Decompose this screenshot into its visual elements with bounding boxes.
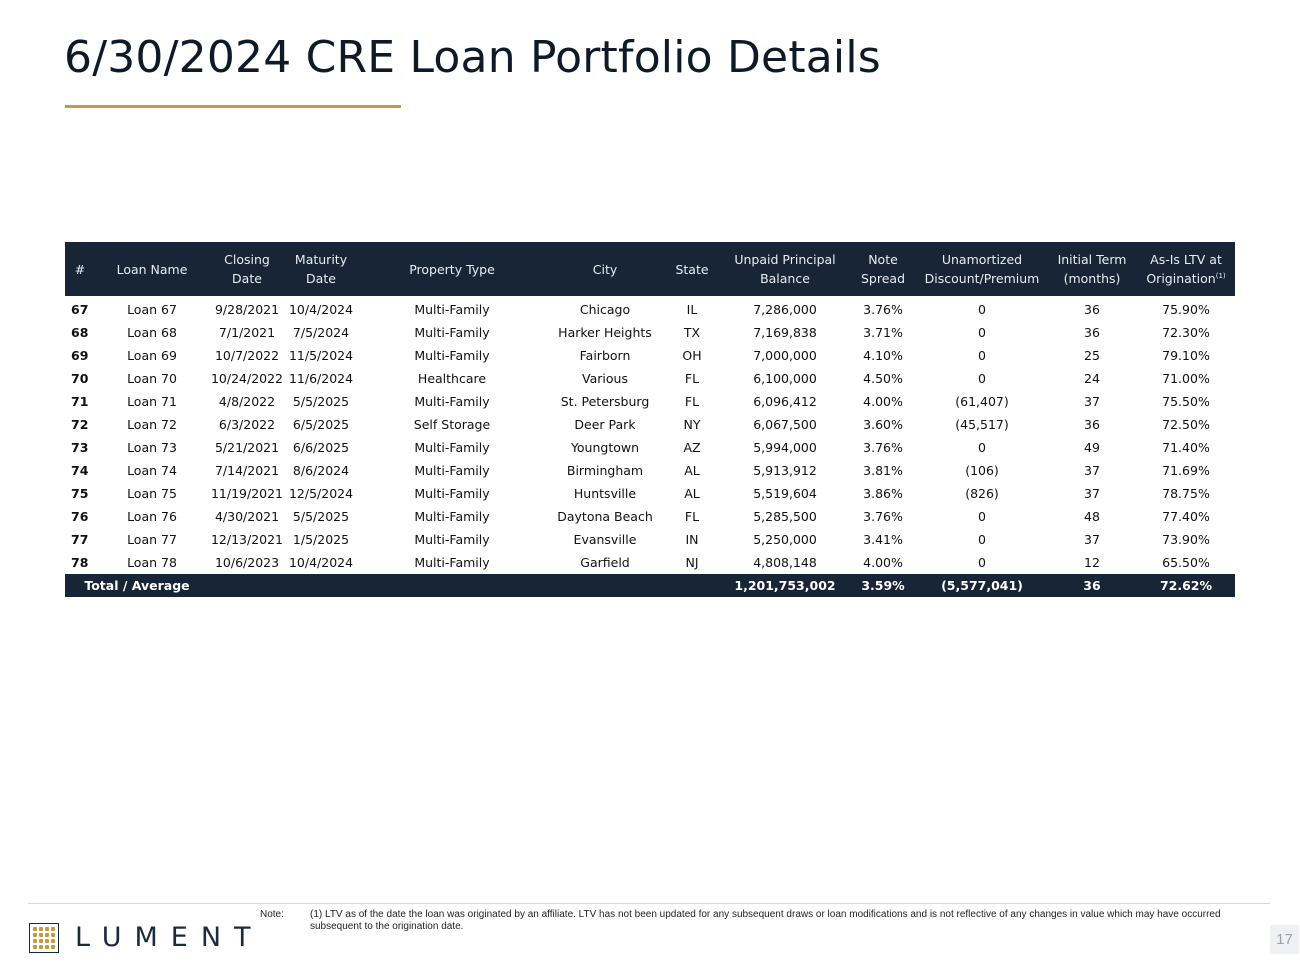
- initial-term-cell: 48: [1084, 509, 1100, 524]
- maturity-date-cell: 10/4/2024: [288, 555, 354, 570]
- row-number-cell: 72: [71, 417, 89, 432]
- city-cell: Birmingham: [566, 463, 644, 478]
- table-row: [65, 528, 1235, 551]
- unpaid-principal-balance-cell: 7,169,838: [753, 325, 817, 340]
- title-underline: [65, 105, 401, 108]
- unpaid-principal-balance-cell: 5,250,000: [753, 532, 817, 547]
- loan-name-cell: Loan 71: [127, 394, 177, 409]
- lument-logo-text: LUMENT: [75, 922, 264, 953]
- note-label: Note:: [260, 909, 284, 920]
- closing-date-cell: 12/13/2021: [210, 532, 284, 547]
- city-cell: St. Petersburg: [560, 394, 650, 409]
- maturity-date-cell: 7/5/2024: [292, 325, 350, 340]
- state-cell: TX: [683, 325, 701, 340]
- ltv-cell: 65.50%: [1162, 555, 1210, 570]
- table-row: [65, 505, 1235, 528]
- note-spread-cell: 3.86%: [863, 486, 903, 501]
- header-state: State: [663, 242, 721, 296]
- note-spread-cell: 3.76%: [863, 440, 903, 455]
- state-cell: NY: [683, 417, 701, 432]
- closing-date-cell: 5/21/2021: [214, 440, 280, 455]
- property-type-cell: Multi-Family: [414, 325, 490, 340]
- total-ltv: 72.62%: [1137, 574, 1235, 597]
- page-number: 17: [1270, 925, 1299, 954]
- page-title: 6/30/2024 CRE Loan Portfolio Details: [64, 32, 881, 83]
- row-number-cell: 67: [71, 302, 89, 317]
- loan-name-cell: Loan 70: [127, 371, 177, 386]
- ltv-footnote-marker: (1): [1215, 271, 1226, 280]
- closing-date-cell: 9/28/2021: [214, 302, 280, 317]
- closing-date-cell: 6/3/2022: [218, 417, 276, 432]
- table-row: [65, 413, 1235, 436]
- property-type-cell: Multi-Family: [414, 509, 490, 524]
- initial-term-cell: 49: [1084, 440, 1100, 455]
- city-cell: Harker Heights: [558, 325, 652, 340]
- header-closing-date: Closing Date: [209, 242, 285, 296]
- state-cell: FL: [684, 509, 700, 524]
- state-cell: AL: [684, 486, 700, 501]
- initial-term-cell: 37: [1084, 394, 1100, 409]
- property-type-cell: Multi-Family: [414, 463, 490, 478]
- ltv-cell: 77.40%: [1162, 509, 1210, 524]
- property-type-cell: Multi-Family: [414, 348, 490, 363]
- row-number-cell: 69: [71, 348, 89, 363]
- unamortized-discount-cell: 0: [978, 348, 986, 363]
- initial-term-cell: 37: [1084, 532, 1100, 547]
- state-cell: FL: [684, 371, 700, 386]
- unamortized-discount-cell: 0: [978, 509, 986, 524]
- state-cell: OH: [682, 348, 702, 363]
- maturity-date-cell: 12/5/2024: [288, 486, 354, 501]
- unpaid-principal-balance-cell: 5,285,500: [753, 509, 817, 524]
- unpaid-principal-balance-cell: 5,519,604: [753, 486, 817, 501]
- footer-divider: [28, 903, 1270, 904]
- unpaid-principal-balance-cell: 7,286,000: [753, 302, 817, 317]
- loan-name-cell: Loan 72: [127, 417, 177, 432]
- initial-term-cell: 25: [1084, 348, 1100, 363]
- city-cell: Various: [582, 371, 628, 386]
- table-row: [65, 344, 1235, 367]
- closing-date-cell: 10/24/2022: [210, 371, 284, 386]
- total-blank-cell: [285, 574, 357, 597]
- unpaid-principal-balance-cell: 6,096,412: [753, 394, 817, 409]
- closing-date-cell: 10/7/2022: [214, 348, 280, 363]
- header-maturity-date: Maturity Date: [285, 242, 357, 296]
- total-blank-cell: [547, 574, 663, 597]
- unpaid-principal-balance-cell: 5,994,000: [753, 440, 817, 455]
- loan-name-cell: Loan 69: [127, 348, 177, 363]
- maturity-date-cell: 5/5/2025: [292, 509, 350, 524]
- table-header-row: [65, 242, 1235, 296]
- table-row: [65, 321, 1235, 344]
- maturity-date-cell: 5/5/2025: [292, 394, 350, 409]
- unamortized-discount-cell: 0: [978, 532, 986, 547]
- table-row: [65, 459, 1235, 482]
- unamortized-discount-cell: (61,407): [955, 394, 1009, 409]
- header-unamortized: Unamortized Discount/Premium: [917, 242, 1047, 296]
- loan-name-cell: Loan 67: [127, 302, 177, 317]
- total-initial-term: 36: [1047, 574, 1137, 597]
- header-ltv-label: As-Is LTV at Origination: [1146, 252, 1222, 286]
- unamortized-discount-cell: 0: [978, 440, 986, 455]
- property-type-cell: Multi-Family: [414, 440, 490, 455]
- header-property-type: Property Type: [357, 242, 547, 296]
- note-spread-cell: 4.00%: [863, 555, 903, 570]
- loan-name-cell: Loan 73: [127, 440, 177, 455]
- header-loan-name: Loan Name: [95, 242, 209, 296]
- ltv-cell: 79.10%: [1162, 348, 1210, 363]
- ltv-cell: 75.50%: [1162, 394, 1210, 409]
- note-spread-cell: 3.81%: [863, 463, 903, 478]
- header-initial-term: Initial Term (months): [1047, 242, 1137, 296]
- city-cell: Deer Park: [574, 417, 636, 432]
- note-spread-cell: 4.10%: [863, 348, 903, 363]
- maturity-date-cell: 1/5/2025: [292, 532, 350, 547]
- closing-date-cell: 7/1/2021: [218, 325, 276, 340]
- maturity-date-cell: 11/5/2024: [288, 348, 354, 363]
- total-blank-cell: [209, 574, 285, 597]
- total-note-spread: 3.59%: [849, 574, 917, 597]
- property-type-cell: Multi-Family: [414, 486, 490, 501]
- maturity-date-cell: 10/4/2024: [288, 302, 354, 317]
- city-cell: Evansville: [573, 532, 637, 547]
- property-type-cell: Healthcare: [417, 371, 487, 386]
- note-spread-cell: 4.50%: [863, 371, 903, 386]
- note-spread-cell: 3.76%: [863, 302, 903, 317]
- note-spread-cell: 3.60%: [863, 417, 903, 432]
- table-row: [65, 390, 1235, 413]
- unamortized-discount-cell: (45,517): [955, 417, 1009, 432]
- row-number-cell: 76: [71, 509, 89, 524]
- unpaid-principal-balance-cell: 5,913,912: [753, 463, 817, 478]
- header-upb: Unpaid Principal Balance: [721, 242, 849, 296]
- total-upb: 1,201,753,002: [721, 574, 849, 597]
- initial-term-cell: 36: [1084, 417, 1100, 432]
- ltv-cell: 75.90%: [1162, 302, 1210, 317]
- total-label: Total / Average: [65, 574, 209, 597]
- loan-name-cell: Loan 78: [127, 555, 177, 570]
- loan-portfolio-table: [65, 242, 1235, 597]
- property-type-cell: Multi-Family: [414, 394, 490, 409]
- loan-name-cell: Loan 77: [127, 532, 177, 547]
- ltv-cell: 71.40%: [1162, 440, 1210, 455]
- header-note-spread: Note Spread: [849, 242, 917, 296]
- table-row: [65, 367, 1235, 390]
- initial-term-cell: 12: [1084, 555, 1100, 570]
- state-cell: AL: [684, 463, 700, 478]
- row-number-cell: 75: [71, 486, 89, 501]
- lument-logo-icon: [29, 923, 59, 953]
- ltv-cell: 72.30%: [1162, 325, 1210, 340]
- state-cell: AZ: [683, 440, 701, 455]
- unpaid-principal-balance-cell: 7,000,000: [753, 348, 817, 363]
- total-row: [65, 574, 1235, 597]
- row-number-cell: 73: [71, 440, 89, 455]
- loan-name-cell: Loan 76: [127, 509, 177, 524]
- maturity-date-cell: 8/6/2024: [292, 463, 350, 478]
- total-blank-cell: [663, 574, 721, 597]
- row-number-cell: 78: [71, 555, 89, 570]
- loan-name-cell: Loan 75: [127, 486, 177, 501]
- property-type-cell: Multi-Family: [414, 555, 490, 570]
- header-ltv: [1137, 242, 1235, 296]
- note-spread-cell: 3.76%: [863, 509, 903, 524]
- row-number-cell: 71: [71, 394, 89, 409]
- ltv-cell: 72.50%: [1162, 417, 1210, 432]
- maturity-date-cell: 11/6/2024: [288, 371, 354, 386]
- row-number-cell: 74: [71, 463, 89, 478]
- closing-date-cell: 4/8/2022: [218, 394, 276, 409]
- total-blank-cell: [357, 574, 547, 597]
- total-unamortized: (5,577,041): [917, 574, 1047, 597]
- city-cell: Huntsville: [573, 486, 637, 501]
- city-cell: Fairborn: [579, 348, 631, 363]
- initial-term-cell: 37: [1084, 463, 1100, 478]
- loan-name-cell: Loan 68: [127, 325, 177, 340]
- closing-date-cell: 4/30/2021: [214, 509, 280, 524]
- header-city: City: [547, 242, 663, 296]
- initial-term-cell: 36: [1084, 325, 1100, 340]
- row-number-cell: 70: [71, 371, 89, 386]
- unamortized-discount-cell: 0: [978, 371, 986, 386]
- ltv-cell: 73.90%: [1162, 532, 1210, 547]
- initial-term-cell: 36: [1084, 302, 1100, 317]
- initial-term-cell: 24: [1084, 371, 1100, 386]
- loan-name-cell: Loan 74: [127, 463, 177, 478]
- state-cell: NJ: [685, 555, 699, 570]
- table-row: [65, 482, 1235, 505]
- row-number-cell: 68: [71, 325, 89, 340]
- unamortized-discount-cell: (826): [965, 486, 999, 501]
- state-cell: IN: [685, 532, 699, 547]
- unamortized-discount-cell: 0: [978, 302, 986, 317]
- unamortized-discount-cell: (106): [965, 463, 999, 478]
- table-row: [65, 436, 1235, 459]
- property-type-cell: Multi-Family: [414, 302, 490, 317]
- note-spread-cell: 3.71%: [863, 325, 903, 340]
- table-row: [65, 551, 1235, 574]
- ltv-cell: 71.69%: [1162, 463, 1210, 478]
- note-spread-cell: 3.41%: [863, 532, 903, 547]
- closing-date-cell: 11/19/2021: [210, 486, 284, 501]
- state-cell: FL: [684, 394, 700, 409]
- property-type-cell: Self Storage: [413, 417, 491, 432]
- city-cell: Youngtown: [570, 440, 640, 455]
- city-cell: Garfield: [580, 555, 630, 570]
- row-number-cell: 77: [71, 532, 89, 547]
- closing-date-cell: 7/14/2021: [214, 463, 280, 478]
- note-spread-cell: 4.00%: [863, 394, 903, 409]
- unamortized-discount-cell: 0: [978, 325, 986, 340]
- unpaid-principal-balance-cell: 6,100,000: [753, 371, 817, 386]
- header-num: #: [65, 242, 95, 296]
- city-cell: Chicago: [579, 302, 631, 317]
- ltv-cell: 78.75%: [1162, 486, 1210, 501]
- maturity-date-cell: 6/6/2025: [292, 440, 350, 455]
- state-cell: IL: [686, 302, 698, 317]
- unpaid-principal-balance-cell: 6,067,500: [753, 417, 817, 432]
- unpaid-principal-balance-cell: 4,808,148: [753, 555, 817, 570]
- table-row: [65, 296, 1235, 321]
- unamortized-discount-cell: 0: [978, 555, 986, 570]
- footnote-text: (1) LTV as of the date the loan was originated by an affiliate. LTV has not been updated for any subsequent draws or loan modifications and is not reflective of any changes in value which may have occurred subsequent to the origination date.: [310, 909, 1221, 932]
- initial-term-cell: 37: [1084, 486, 1100, 501]
- maturity-date-cell: 6/5/2025: [292, 417, 350, 432]
- closing-date-cell: 10/6/2023: [214, 555, 280, 570]
- property-type-cell: Multi-Family: [414, 532, 490, 547]
- ltv-cell: 71.00%: [1162, 371, 1210, 386]
- city-cell: Daytona Beach: [557, 509, 653, 524]
